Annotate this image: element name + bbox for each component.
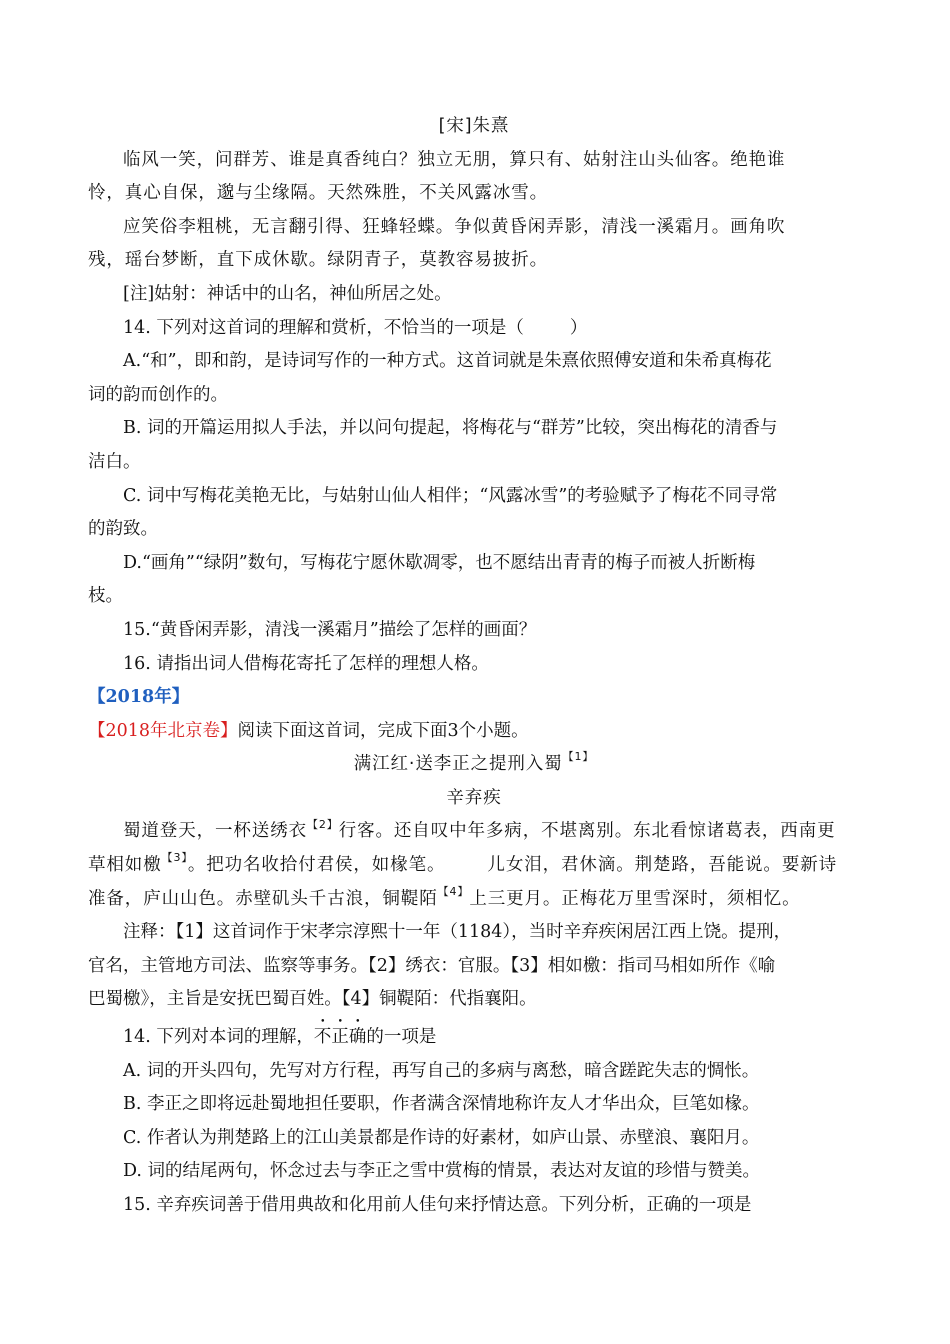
poem2-line1-b: 行客。还自叹中年多病，不堪离别。东北看惊诸葛表，西南更 bbox=[338, 821, 836, 842]
emphasis-not-correct: 不正确 bbox=[313, 1027, 367, 1048]
poem2-ref-4: 【4】 bbox=[437, 884, 470, 898]
year-heading: 【2018年】 bbox=[88, 687, 190, 708]
poem2-line2-c: 儿女泪，君休滴。荆楚路，吾能说。要新诗 bbox=[487, 855, 838, 876]
poem2-ref-2: 【2】 bbox=[307, 817, 339, 831]
question-14-text: 14. 下列对这首词的理解和赏析，不恰当的一项是（ bbox=[123, 317, 524, 338]
question-15: 15.“黄昏闲弄影，清浅一溪霜月”描绘了怎样的画面？ bbox=[123, 619, 537, 640]
option2-a: A. 词的开头四句，先写对方行程，再写自己的多病与离愁，暗含蹉跎失志的惆怅。 bbox=[123, 1060, 760, 1081]
option-a-line1: A.“和”，即和韵，是诗词写作的一种方式。这首词就是朱熹依照傅安道和朱希真梅花 bbox=[123, 351, 772, 372]
notes2-line2: 官名，主管地方司法、监察等事务。【2】绣衣：官服。【3】相如檄：指司马相如所作《喻 bbox=[88, 955, 776, 976]
question-14 bbox=[88, 312, 860, 346]
poem2-line2 bbox=[88, 849, 860, 883]
option-d-line2: 枝。 bbox=[88, 586, 123, 607]
poem2-line1-a: 蜀道登天，一杯送绣衣 bbox=[123, 821, 307, 842]
poem2-title bbox=[88, 748, 860, 782]
poem1-note: [注]姑射：神话中的山名，神仙所居之处。 bbox=[123, 283, 452, 304]
document-page bbox=[88, 110, 860, 1223]
poem2-line3-a: 准备，庐山山色。赤壁矶头千古浪，铜鞮陌 bbox=[88, 888, 438, 909]
poem1-stanza1-line1: 临风一笑，问群芳、谁是真香纯白？独立无朋，算只有、姑射注山头仙客。绝艳谁 bbox=[123, 149, 786, 170]
poem2-author: 辛弃疾 bbox=[446, 787, 502, 808]
notes2-line1: 注释：【1】这首词作于宋孝宗淳熙十一年（1184），当时辛弃疾闲居江西上饶。提刑， bbox=[123, 922, 792, 943]
question2-14-pre: 14. 下列对本词的理解， bbox=[123, 1027, 314, 1048]
option-b-line1: B. 词的开篇运用拟人手法，并以问句提起，将梅花与“群芳”比较，突出梅花的清香与 bbox=[123, 418, 778, 439]
question2-14-post: 的一项是 bbox=[366, 1027, 437, 1048]
poem2-line1 bbox=[88, 815, 860, 849]
source-tag: 【2018年北京卷】 bbox=[88, 720, 238, 741]
option-d-line1: D.“画角”“绿阴”数句，写梅花宁愿休歇凋零，也不愿结出青青的梅子而被人折断梅 bbox=[123, 552, 756, 573]
poem2-ref-3: 【3】 bbox=[161, 851, 188, 865]
question2-14 bbox=[88, 1017, 860, 1055]
poem2-line2-a: 草相如檄 bbox=[88, 855, 162, 876]
poem1-stanza2-line1: 应笑俗李粗桃，无言翻引得、狂蜂轻蝶。争似黄昏闲弄影，清浅一溪霜月。画角吹 bbox=[123, 216, 786, 237]
section-intro bbox=[88, 715, 860, 749]
question-16: 16. 请指出词人借梅花寄托了怎样的理想人格。 bbox=[123, 653, 489, 674]
option-c-line1: C. 词中写梅花美艳无比，与姑射山仙人相伴；“风露冰雪”的考验赋予了梅花不同寻常 bbox=[123, 485, 778, 506]
option-b-line2: 洁白。 bbox=[88, 451, 141, 472]
option2-d: D. 词的结尾两句，怀念过去与李正之雪中赏梅的情景，表达对友谊的珍惜与赞美。 bbox=[123, 1161, 761, 1182]
option-c-line2: 的韵致。 bbox=[88, 519, 158, 540]
option2-b: B. 李正之即将远赴蜀地担任要职，作者满含深情地称许友人才华出众，巨笔如椽。 bbox=[123, 1094, 760, 1115]
poem1-author: [宋]朱熹 bbox=[438, 116, 510, 136]
question2-15: 15. 辛弃疾词善于借用典故和化用前人佳句来抒情达意。下列分析，正确的一项是 bbox=[123, 1195, 752, 1215]
option-a-line2: 词的韵而创作的。 bbox=[88, 384, 228, 405]
poem2-line3 bbox=[88, 883, 860, 917]
notes2-line3: 巴蜀檄》，主旨是安抚巴蜀百姓。【4】铜鞮陌：代指襄阳。 bbox=[88, 989, 537, 1010]
poem2-title-text: 满江红·送李正之提刑入蜀 bbox=[353, 754, 563, 775]
poem2-line2-b: 。把功名收拾付君侯，如椽笔。 bbox=[187, 855, 446, 876]
instruction: 阅读下面这首词，完成下面3个小题。 bbox=[237, 720, 529, 741]
poem2-title-ref: 【1】 bbox=[562, 750, 595, 764]
poem1-stanza2-line2: 残，瑶台梦断，直下成休歇。绿阴青子，莫教容易披折。 bbox=[88, 250, 548, 271]
option2-c: C. 作者认为荆楚路上的江山美景都是作诗的好素材，如庐山景、赤壁浪、襄阳月。 bbox=[123, 1127, 760, 1148]
poem1-stanza1-line2: 怜，真心自保，邈与尘缘隔。天然殊胜，不关风露冰雪。 bbox=[88, 183, 548, 204]
poem2-line3-b: 上三更月。正梅花万里雪深时，须相忆。 bbox=[469, 888, 801, 909]
question-14-paren-close: ） bbox=[569, 317, 588, 338]
